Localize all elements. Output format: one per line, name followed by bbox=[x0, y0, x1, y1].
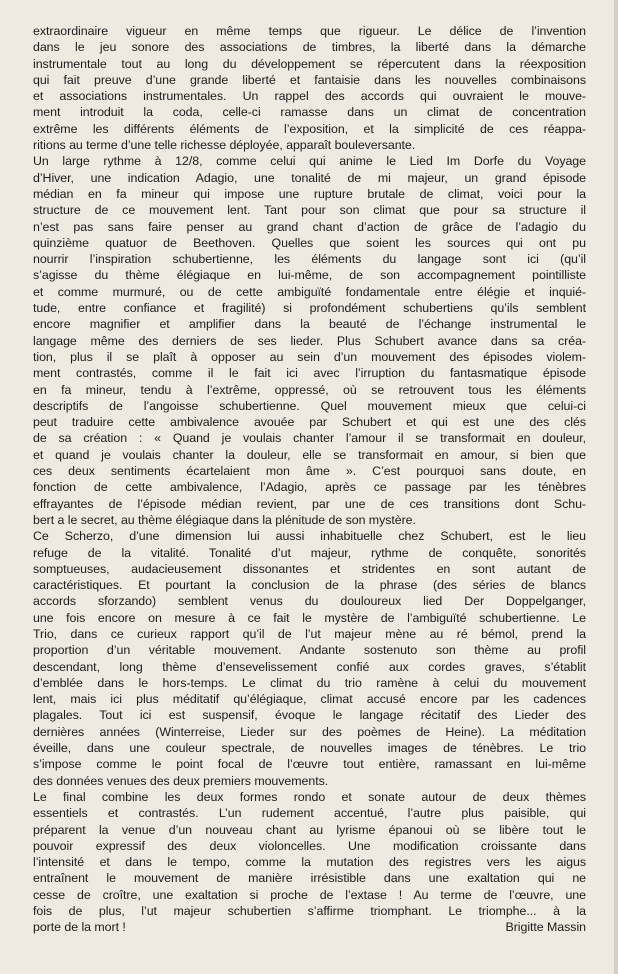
text-line: cesse de croître, une exaltation si proche de l’extase ! Au terme de l’œuvre, une bbox=[33, 887, 586, 902]
text-line: extrême les différents éléments de l’exposition, et la simplicité de ces réappa- bbox=[33, 121, 586, 136]
paragraph-3 bbox=[33, 528, 586, 789]
text-line: fois de plus, l’ut majeur schubertien s’affirme triomphant. Le triomphe... à la bbox=[33, 904, 586, 919]
text-line: Ce Scherzo, d’une dimension lui aussi inhabituelle chez Schubert, est le lieu bbox=[33, 529, 586, 544]
text-line: peut traduire cette ambivalence avouée par Schubert et qui est une des clés bbox=[33, 415, 586, 430]
text-line: entraînent le mouvement de manière irrésistible dans une exaltation qui ne bbox=[33, 871, 586, 886]
paragraph-2 bbox=[33, 153, 586, 528]
closing-line: porte de la mort ! bbox=[33, 920, 126, 935]
text-line: essentiels et contrastés. L’un rudement accentué, l’autre plus paisible, qui bbox=[33, 806, 586, 821]
text-line: des données venues des deux premiers mouvements. bbox=[33, 773, 329, 788]
text-line: nourrir l’inspiration schubertienne, les éléments du langage sont ici (qu’il bbox=[33, 252, 586, 267]
text-line: ment contrastés, comme il le fait ici avec l’irruption du fantasmatique épisode bbox=[33, 366, 586, 381]
text-line: Le final combine les deux formes rondo et sonate autour de deux thèmes bbox=[33, 789, 586, 804]
text-line: préparent la venue d’un nouveau chant au lyrisme épanoui où se libère tout le bbox=[33, 822, 586, 837]
text-line: en fa mineur, tendu à l’extrême, oppressé, où se retrouvent tous les éléments bbox=[33, 382, 586, 397]
text-line: l’intensité et dans le tempo, comme la mutation des registres vers les aigus bbox=[33, 855, 586, 870]
text-line: descriptifs de l’angoisse schubertienne. Quel mouvement mieux que celui-ci bbox=[33, 398, 586, 413]
closing-row bbox=[33, 919, 586, 935]
text-line: bert a le secret, au thème élégiaque dans la plénitude de son mystère. bbox=[33, 512, 416, 527]
text-line: effrayantes de l’épisode médian revient, par une de ces transitions dont Schu- bbox=[33, 496, 586, 511]
text-line: s’impose comme le point focal de l’œuvre tout entière, ramassant en lui-même bbox=[33, 757, 586, 772]
text-line: descendant, long thème d’ensevelissement confié aux cordes graves, s’établit bbox=[33, 659, 586, 674]
page-edge bbox=[614, 0, 618, 974]
text-line: refuge de la vitalité. Tonalité d’ut majeur, rythme de conquête, sonorités bbox=[33, 545, 586, 560]
text-line: une fois encore on mesure à ce fait le mystère de l’ambiguïté schubertienne. Le bbox=[33, 610, 586, 625]
paragraph-1 bbox=[33, 23, 586, 153]
text-line: structure de ce mouvement lent. Tant pour son climat que pour sa structure il bbox=[33, 203, 586, 218]
text-line: médian en fa mineur qui impose une rupture brutale de climat, voici pour la bbox=[33, 186, 586, 201]
text-line: d’Hiver, une indication Adagio, une tonalité de mi majeur, un grand épisode bbox=[33, 170, 586, 185]
text-line: dans le jeu sonore des associations de timbres, la liberté dans la démarche bbox=[33, 40, 586, 55]
text-line: ces deux sentiments écartelaient mon âme ». C’est pourquoi sans doute, en bbox=[33, 464, 586, 479]
text-line: langage même des derniers de ses lieder. Plus Schubert avance dans sa créa- bbox=[33, 333, 586, 348]
text-line: qui fait preuve d’une grande liberté et fantaisie dans les nouvelles combinaisons bbox=[33, 72, 586, 87]
text-line: ritions au terme d’une telle richesse déployée, apparaît bouleversante. bbox=[33, 138, 416, 153]
text-line: et comme murmuré, ou de cette ambiguïté fondamentale entre élégie et inquié- bbox=[33, 284, 586, 299]
text-line: pouvoir expressif des deux violoncelles. Une modification croissante dans bbox=[33, 838, 586, 853]
text-line: encore magnifier et amplifier dans la beauté de l’échange instrumental le bbox=[33, 317, 586, 332]
author-signature: Brigitte Massin bbox=[505, 920, 586, 935]
text-line: fonction de cette ambivalence, l’Adagio, après ce passage par les ténèbres bbox=[33, 480, 586, 495]
text-line: Trio, dans ce curieux rapport qu’il de l’ut majeur mène au ré bémol, prend la bbox=[33, 626, 586, 641]
document-page bbox=[33, 23, 586, 936]
text-line: instrumentale tout au long du développement se répercutent dans la réexposition bbox=[33, 56, 586, 71]
text-line: extraordinaire vigueur en même temps que rigueur. Le délice de l’invention bbox=[33, 24, 586, 38]
text-line: n’est pas sans faire penser au grand chant d’action de grâce de l’adagio du bbox=[33, 219, 586, 234]
text-line: d’emblée dans le hors-temps. Le climat du trio ramène à celui du mouvement bbox=[33, 675, 586, 690]
paragraph-4 bbox=[33, 789, 586, 936]
text-line: et quand je voulais chanter la douleur, elle se transformait en amour, si bien que bbox=[33, 447, 586, 462]
text-line: plagales. Tout ici est suspensif, évoque le langage récitatif des Lieder des bbox=[33, 708, 586, 723]
text-line: proportion d’un véritable mouvement. Andante sostenuto son thème au profil bbox=[33, 643, 586, 658]
text-line: Un large rythme à 12/8, comme celui qui anime le Lied Im Dorfe du Voyage bbox=[33, 154, 586, 169]
text-line: lent, mais ici plus méditatif qu’élégiaque, climat accusé encore par les cadences bbox=[33, 692, 586, 707]
text-line: somptueuses, audacieusement dissonantes et stridentes en sont autant de bbox=[33, 561, 586, 576]
text-line: s’agisse du thème élégiaque en lui-même, de son accompagnement pointilliste bbox=[33, 268, 586, 283]
text-line: dernières années (Winterreise, Lieder sur des poèmes de Heine). La méditation bbox=[33, 724, 586, 739]
text-line: tion, plus il se plaît à opposer au sein d’un mouvement des épisodes violem- bbox=[33, 349, 586, 364]
text-line: caractéristiques. Et pourtant la conclusion de la phrase (des séries de blancs bbox=[33, 578, 586, 593]
text-line: ment introduit la coda, celle-ci ramasse dans un climat de concentration bbox=[33, 105, 586, 120]
text-line: de sa création : « Quand je voulais chanter l’amour il se transformait en douleur, bbox=[33, 431, 586, 446]
text-line: accords sforzando) semblent venus du douloureux lied Der Doppelganger, bbox=[33, 594, 586, 609]
text-line: et associations instrumentales. Un rappel des accords qui ouvraient le mouve- bbox=[33, 89, 586, 104]
text-line: éveille, dans une couleur spectrale, de nouvelles images de ténèbres. Le trio bbox=[33, 741, 586, 756]
text-line: quinzième quatuor de Beethoven. Quelles que soient les sources qui ont pu bbox=[33, 235, 586, 250]
text-line: tude, entre confiance et fragilité) si profondément schubertiens qu’ils semblent bbox=[33, 301, 586, 316]
